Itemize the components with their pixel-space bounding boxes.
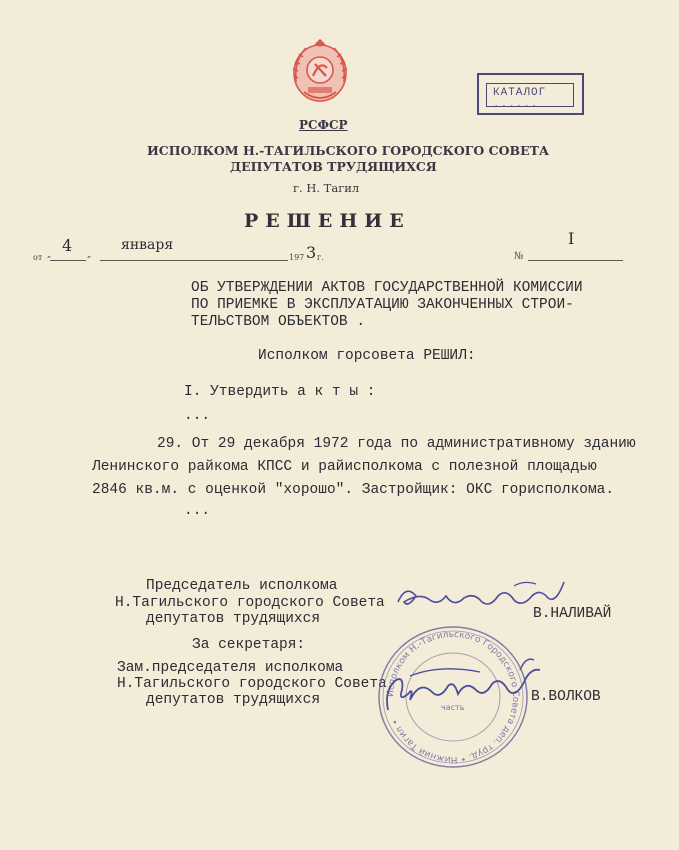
catalog-stamp: [477, 73, 584, 115]
ellipsis-2: ...: [184, 503, 211, 519]
deputy-title-line-3: депутатов трудящихся: [146, 692, 321, 708]
document-title: РЕШЕНИЕ: [244, 210, 411, 232]
number-label: №: [514, 251, 524, 262]
chair-title-line-1: Председатель исполкома: [146, 578, 338, 594]
date-month: января: [121, 237, 174, 253]
date-day: 4: [62, 236, 73, 255]
svg-text:Исполком Н.-Тагильского Городс: Исполком Н.-Тагильского Городского Совета деп. труд. • Нижний Тагил •: [385, 629, 521, 765]
city-label: г. Н. Тагил: [293, 181, 360, 195]
item-1: I. Утвердить а к т ы :: [184, 384, 376, 400]
date-prefix: от: [33, 253, 43, 262]
subject-line-3: ТЕЛЬСТВОМ ОБЪЕКТОВ .: [191, 314, 366, 330]
quote-open: „: [47, 250, 52, 259]
republic-label: РСФСР: [299, 118, 348, 132]
month-underline: [100, 260, 288, 261]
subject-line-1: ОБ УТВЕРЖДЕНИИ АКТОВ ГОСУДАРСТВЕННОЙ КОМИССИИ: [191, 280, 583, 296]
chair-signature-icon: [394, 578, 579, 618]
for-secretary-label: За секретаря:: [192, 637, 306, 653]
paragraph-line-2: Ленинского райкома КПСС и райисполкома с полезной площадью: [92, 459, 597, 475]
chair-name: В.НАЛИВАЙ: [533, 606, 612, 622]
deputy-signature-icon: [380, 650, 550, 725]
deputy-title-line-2: Н.Тагильского городского Совета: [117, 676, 387, 692]
chair-title-line-3: депутатов трудящихся: [146, 611, 321, 627]
organization-line-1: ИСПОЛКОМ Н.-ТАГИЛЬСКОГО ГОРОДСКОГО СОВЕТА: [147, 143, 550, 158]
organization-line-2: ДЕПУТАТОВ ТРУДЯЩИХСЯ: [230, 159, 437, 174]
deputy-title-line-1: Зам.председателя исполкома: [117, 660, 344, 676]
document-number: I: [568, 229, 575, 248]
svg-text:часть: часть: [441, 703, 465, 712]
subject-line-2: ПО ПРИЕМКЕ В ЭКСПЛУАТАЦИЮ ЗАКОНЧЕННЫХ СТРОИ-: [191, 297, 574, 313]
paragraph-line-3: 2846 кв.м. с оценкой "хорошо". Застройщик: ОКС горисполкома.: [92, 482, 615, 498]
deputy-name: В.ВОЛКОВ: [531, 689, 601, 705]
ellipsis-1: ...: [184, 408, 211, 424]
rsfsr-emblem-icon: [290, 38, 350, 106]
year-digit: 3: [306, 243, 317, 262]
decided-line: Исполком горсовета РЕШИЛ:: [258, 348, 476, 364]
chair-title-line-2: Н.Тагильского городского Совета: [115, 595, 385, 611]
quote-close: „: [87, 250, 92, 259]
day-underline: [50, 260, 86, 261]
year-prefix: 197: [289, 253, 305, 262]
catalog-stamp-text: КАТАЛОГ ......: [493, 87, 547, 111]
year-suffix: г.: [317, 253, 324, 262]
number-underline: [528, 260, 623, 261]
paragraph-line-1: 29. От 29 декабря 1972 года по административному зданию: [157, 436, 636, 452]
